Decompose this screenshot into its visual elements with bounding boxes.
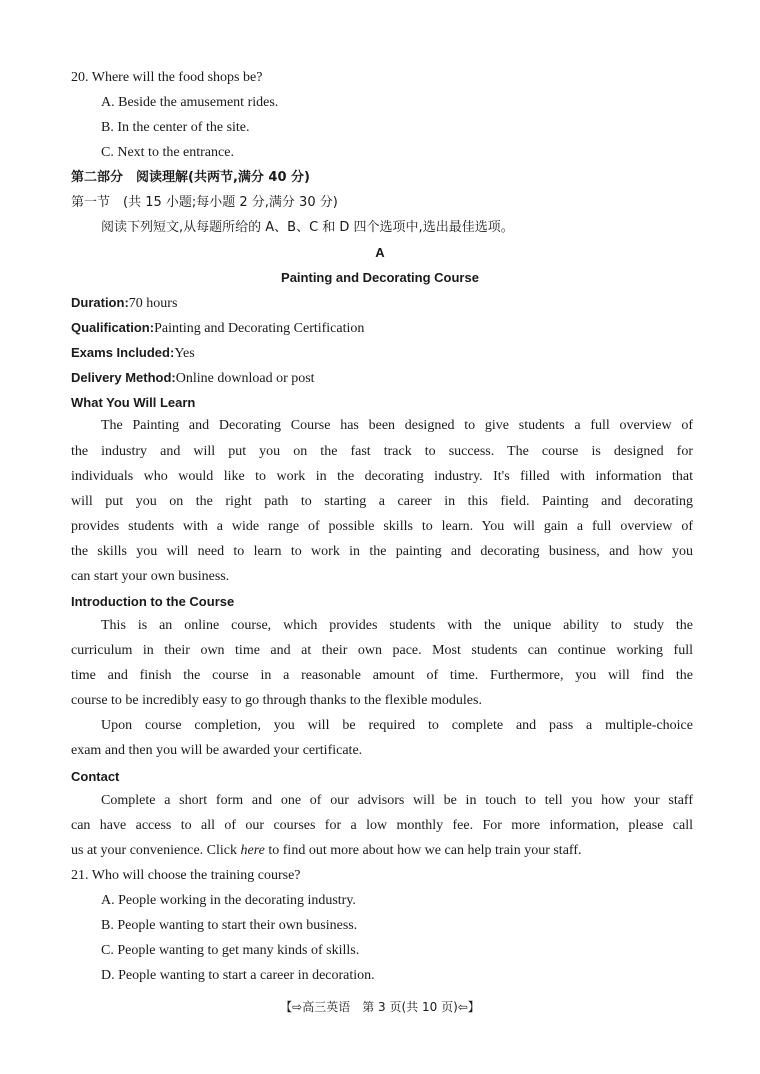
- q21-option-b: B. People wanting to start their own business.: [101, 918, 358, 933]
- q20-option-c: C. Next to the entrance.: [101, 145, 234, 160]
- learn-line: can start your own business.: [71, 569, 230, 584]
- here-link[interactable]: here: [240, 843, 265, 858]
- q20-question: 20. Where will the food shops be?: [71, 70, 263, 85]
- q21-option-d: D. People wanting to start a career in decoration.: [101, 968, 375, 983]
- instruction: 阅读下列短文,从每题所给的 A、B、C 和 D 四个选项中,选出最佳选项。: [101, 220, 514, 235]
- completion-line: Upon course completion, you will be required to complete and pass a multiple-choice: [101, 718, 693, 733]
- learn-line: individuals who would like to work in the decorating industry. It's filled with information that: [71, 469, 693, 484]
- contact-line: Complete a short form and one of our advisors will be in touch to tell you how your staff: [101, 793, 693, 808]
- q20-option-b: B. In the center of the site.: [101, 120, 250, 135]
- q21-option-a: A. People working in the decorating industry.: [101, 893, 356, 908]
- passage-letter: A: [375, 245, 385, 260]
- delivery-row: [71, 369, 693, 388]
- q20-option-a: A. Beside the amusement rides.: [101, 95, 279, 110]
- q21-question: 21. Who will choose the training course?: [71, 868, 301, 883]
- page-footer: 【⇨高三英语 第 3 页(共 10 页)⇦】: [280, 1000, 480, 1014]
- qualification-value: Painting and Decorating Certification: [154, 321, 365, 336]
- intro-line: time and finish the course in a reasonable amount of time. Furthermore, you will find the: [71, 668, 693, 683]
- learn-heading: What You Will Learn: [71, 395, 196, 410]
- passage-title: Painting and Decorating Course: [281, 270, 479, 285]
- learn-line: the industry and will put you on the fast track to success. The course is designed for: [71, 444, 693, 459]
- contact-line-last: [71, 842, 693, 860]
- qualification-label: Qualification:: [71, 320, 155, 335]
- contact-text-after: to find out more about how we can help train your staff.: [264, 843, 582, 858]
- duration-label: Duration:: [71, 295, 129, 310]
- intro-line: curriculum in their own time and at their own pace. Most students can continue working full: [71, 643, 693, 658]
- exams-row: [71, 344, 693, 363]
- learn-line: will put you on the right path to starting a career in this field. Painting and decorating: [71, 494, 693, 509]
- learn-line: provides students with a wide range of possible skills to learn. You will gain a full overview of: [71, 519, 693, 534]
- completion-line: exam and then you will be awarded your certificate.: [71, 743, 363, 758]
- contact-text-before: us at your convenience. Click: [71, 843, 241, 858]
- delivery-value: Online download or post: [175, 371, 315, 386]
- part-title: 第二部分 阅读理解(共两节,满分 40 分): [71, 170, 310, 185]
- exams-label: Exams Included:: [71, 345, 175, 360]
- intro-heading: Introduction to the Course: [71, 594, 235, 609]
- qualification-row: [71, 319, 693, 338]
- duration-row: [71, 294, 693, 313]
- subsection-title: 第一节 (共 15 小题;每小题 2 分,满分 30 分): [71, 195, 338, 210]
- intro-line: course to be incredibly easy to go through thanks to the flexible modules.: [71, 693, 482, 708]
- duration-value: 70 hours: [128, 296, 178, 311]
- learn-line: The Painting and Decorating Course has been designed to give students a full overview of: [101, 418, 693, 433]
- learn-line: the skills you will need to learn to work in the painting and decorating business, and how you: [71, 544, 693, 559]
- intro-line: This is an online course, which provides students with the unique ability to study the: [101, 618, 693, 633]
- contact-line: can have access to all of our courses for a low monthly fee. For more information, please call: [71, 818, 693, 833]
- delivery-label: Delivery Method:: [71, 370, 176, 385]
- q21-option-c: C. People wanting to get many kinds of skills.: [101, 943, 360, 958]
- contact-heading: Contact: [71, 769, 120, 784]
- exams-value: Yes: [174, 346, 195, 361]
